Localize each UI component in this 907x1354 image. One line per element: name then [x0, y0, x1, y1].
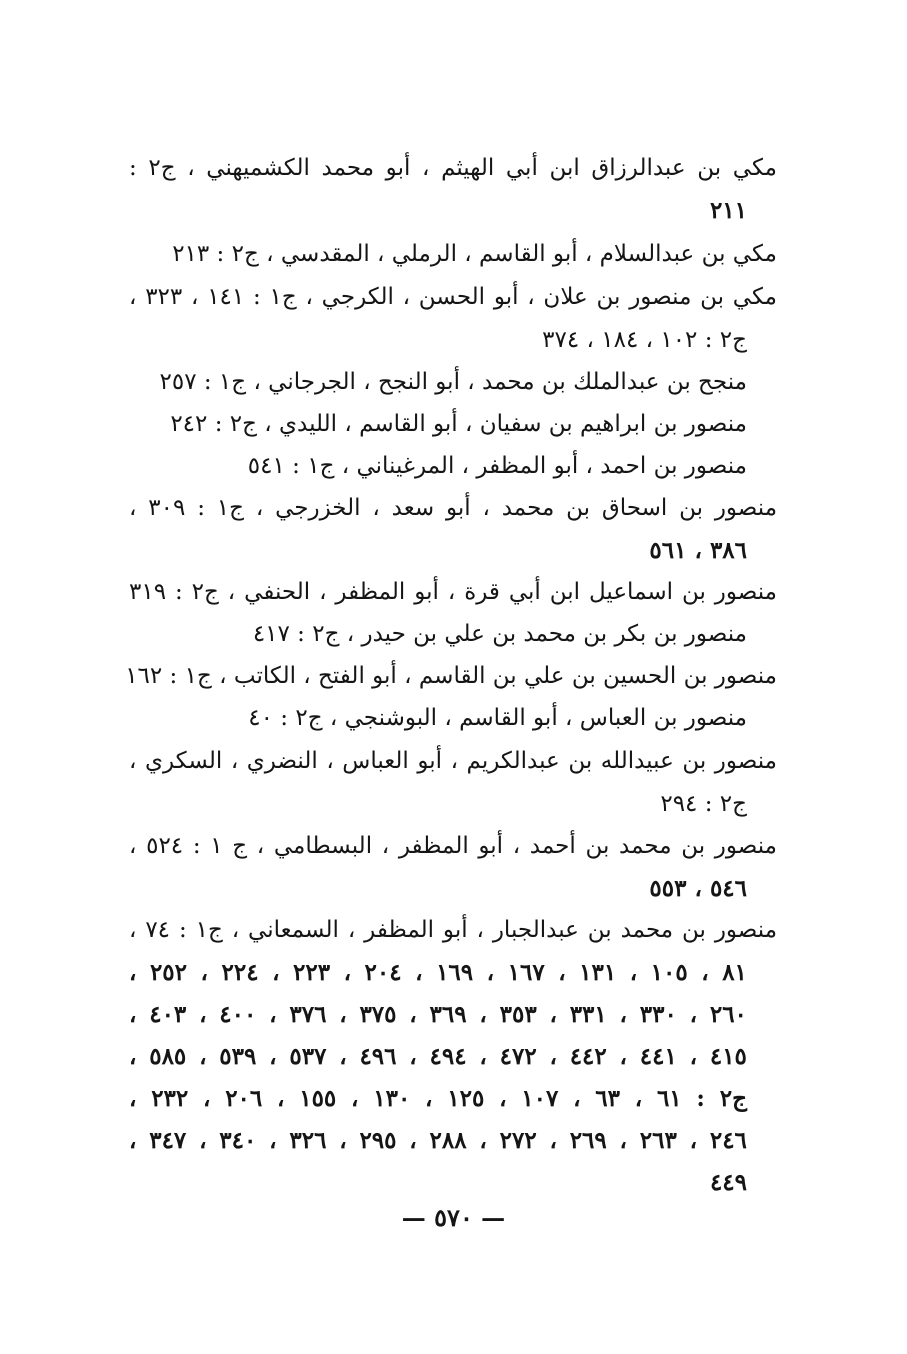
index-entry-continuation: ٢١١ [709, 197, 747, 224]
index-entry: منجح بن عبدالملك بن محمد ، أبو النجح ، الجرجاني ، ج١ : ٢٥٧ [159, 369, 747, 395]
index-entry: مكي بن منصور بن علان ، أبو الحسن ، الكرجي ، ج١ : ١٤١ ، ٣٢٣ ، [129, 284, 778, 310]
index-entry: مكي بن عبدالرزاق ابن أبي الهيثم ، أبو محمد الكشميهني ، ج٢ : [129, 155, 777, 181]
index-entry-continuation: ٥٤٦ ، ٥٥٣ [649, 875, 747, 902]
page-number: — ٥٧٠ — [401, 1203, 506, 1232]
index-entry-continuation: ٨١ ، ١٠٥ ، ١٣١ ، ١٦٧ ، ١٦٩ ، ٢٠٤ ، ٢٢٣ ، ٢٢٤ ، ٢٥٢ ، [129, 959, 747, 986]
index-entry-continuation: ج٢ : ٢٩٤ [660, 791, 747, 817]
index-entry-continuation: ج٢ : ٦١ ، ٦٣ ، ١٠٧ ، ١٢٥ ، ١٣٠ ، ١٥٥ ، ٢٠٦ ، ٢٣٢ ، [129, 1085, 747, 1112]
index-entry: مكي بن عبدالسلام ، أبو القاسم ، الرملي ، المقدسي ، ج٢ : ٢١٣ [172, 241, 777, 267]
index-entry: منصور بن محمد بن أحمد ، أبو المظفر ، البسطامي ، ج ١ : ٥٢٤ ، [129, 833, 777, 859]
index-entry-continuation: ٤١٥ ، ٤٤١ ، ٤٤٢ ، ٤٧٢ ، ٤٩٤ ، ٤٩٦ ، ٥٣٧ ، ٥٣٩ ، ٥٨٥ ، [129, 1043, 747, 1070]
index-entry: منصور بن اسحاق بن محمد ، أبو سعد ، الخزرجي ، ج١ : ٣٠٩ ، [129, 495, 778, 521]
index-entry: منصور بن بكر بن محمد بن علي بن حيدر ، ج٢ : ٤١٧ [252, 621, 747, 647]
index-entry-continuation: ٣٨٦ ، ٥٦١ [649, 537, 747, 564]
index-entry-continuation: ٢٤٦ ، ٢٦٣ ، ٢٦٩ ، ٢٧٢ ، ٢٨٨ ، ٢٩٥ ، ٣٢٦ ، ٣٤٠ ، ٣٤٧ ، [129, 1127, 747, 1154]
index-entry-continuation: ٢٦٠ ، ٣٣٠ ، ٣٣١ ، ٣٥٣ ، ٣٦٩ ، ٣٧٥ ، ٣٧٦ ، ٤٠٠ ، ٤٠٣ ، [129, 1001, 747, 1028]
index-entry-continuation: ج٢ : ١٠٢ ، ١٨٤ ، ٣٧٤ [542, 327, 747, 353]
index-entry: منصور بن احمد ، أبو المظفر ، المرغيناني ، ج١ : ٥٤١ [247, 453, 747, 479]
index-entry: منصور بن محمد بن عبدالجبار ، أبو المظفر ، السمعاني ، ج١ : ٧٤ ، [129, 917, 778, 943]
index-entry: منصور بن الحسين بن علي بن القاسم ، أبو الفتح ، الكاتب ، ج١ : ١٦٢ [125, 663, 777, 689]
index-entry-continuation: ٤٤٩ [709, 1169, 747, 1196]
index-entry: منصور بن ابراهيم بن سفيان ، أبو القاسم ، الليدي ، ج٢ : ٢٤٢ [170, 411, 747, 437]
index-entry: منصور بن العباس ، أبو القاسم ، البوشنجي ، ج٢ : ٤٠ [248, 705, 747, 731]
index-entry: منصور بن اسماعيل ابن أبي قرة ، أبو المظفر ، الحنفي ، ج٢ : ٣١٩ [129, 579, 777, 605]
index-entry: منصور بن عبيدالله بن عبدالكريم ، أبو العباس ، النضري ، السكري ، [129, 748, 777, 774]
